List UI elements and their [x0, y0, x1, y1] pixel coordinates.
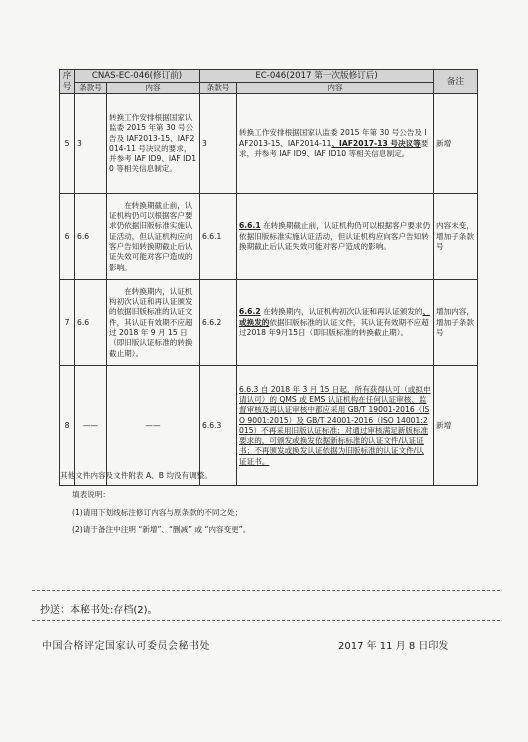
row-seq: 5: [60, 94, 75, 194]
row-new-clause: 6.6.2: [200, 280, 237, 366]
copy-to-line: 抄送：本秘书处:存档(2)。: [40, 605, 158, 616]
row-old-content: 在转换期截止前，认证机构仍可以根据客户要求仍依据旧版标准实施认证活动，但认证机构应向客户告知转换期截止后认证失效可能对客户造成的影响。: [107, 194, 200, 280]
row-remark: 新增: [434, 366, 478, 486]
header-remark: 备注: [434, 70, 478, 94]
new-content-text: 转换工作安排根据国家认监委 2015 年第 30 号公告及 IAF2013-15、IAF2014-11: [239, 128, 427, 148]
row-seq: 6: [60, 194, 75, 280]
row-remark: 增加内容，增加子条款号: [434, 280, 478, 366]
new-content-text: 依据旧版标准的认证文件，其认证有效期不应超过2018 年9月15日（即旧版标准的转换截止期）。: [239, 317, 429, 337]
row-new-content: [237, 94, 434, 194]
row-old-clause: 6.6: [75, 194, 107, 280]
table-footnote: 其他文件内容及文件附表 A、B 均没有调整。: [60, 471, 212, 480]
row-new-clause: 6.6.3: [200, 366, 237, 486]
header-old-version: CNAS-EC-046(修订前): [75, 70, 200, 83]
row-old-clause: ——: [75, 366, 107, 486]
revised-text: 、IAF2017-13 号决议等: [331, 138, 421, 148]
row-old-content: 在转换期内，认证机构初次认证和再认证颁发的依据旧版标准的认证文件，其认证有效期不应超过 2018 年 9 月 15 日（即旧版认证标准的转换截止期）。: [107, 280, 200, 366]
header-new-clause: 条款号: [200, 83, 237, 94]
divider-bottom: [32, 620, 500, 621]
row-new-content: 6.6.3 自 2018 年 3 月 15 日起，所有获得认可（或拟申请认可）的 QMS 或 EMS 认证机构在任何认证审核、监督审核及再认证审核中都应采用 GB/T 19001-2016（ISO 9001:2015）及 GB/T 24001-2016（ISO 14001:2015）不再采用旧版认证标准；对通过审核满足新版标准要求的，可颁发或换发依据新标标准的认证文件/认证证书；不再颁发或换发认证依据为旧版标准的认证文件/认证证书。: [237, 366, 434, 486]
header-old-clause: 条款号: [75, 83, 107, 94]
issuer: 中国合格评定国家认可委员会秘书处: [42, 641, 210, 652]
revised-text: 、或换发的: [239, 307, 431, 327]
revised-clause-number: 6.6.1: [239, 221, 261, 231]
row-remark: 内容未变，增加子条款号: [434, 194, 478, 280]
row-old-clause: 6.6: [75, 280, 107, 366]
table-row: [60, 366, 478, 486]
row-new-content: [237, 194, 434, 280]
header-old-content: 内容: [107, 83, 200, 94]
header-new-content: 内容: [237, 83, 434, 94]
header-seq: 序号: [60, 70, 75, 94]
header-new-version: EC-046(2017 第一次版修订后): [200, 70, 434, 83]
row-old-content: ——: [107, 366, 200, 486]
new-content-text: 在转换期截止前，认证机构仍可以根据客户要求仍依据旧版标准实施认证活动，但认证机构应向客户告知转换期截止后认证失效可能对客户造成的影响。: [239, 221, 431, 251]
revision-comparison-table: [59, 69, 478, 486]
revised-clause-number: 6.6.2: [239, 307, 261, 317]
legend-item-2: (2)请于备注中注明 “新增”、“删减” 或 “内容变更”。: [72, 525, 251, 534]
row-remark: 新增: [434, 94, 478, 194]
row-seq: 8: [60, 366, 75, 486]
legend-item-1: (1)请用下划线标注修订内容与原条款的不同之处；: [72, 508, 243, 517]
row-new-content: [237, 280, 434, 366]
table-row: [60, 94, 478, 194]
issue-date: 2017 年 11 月 8 日印发: [338, 641, 449, 652]
row-new-clause: 3: [200, 94, 237, 194]
new-content-text: 要求，并参考 IAF ID9、IAF ID10 等相关信息制定。: [239, 138, 429, 158]
row-new-clause: 6.6.1: [200, 194, 237, 280]
row-old-content: 转换工作安排根据国家认监委 2015 年第 30 号公告及 IAF2013-15、IAF2014-11 号决议的要求，并参考 IAF ID9、IAF ID10 等相关信息制定。: [107, 94, 200, 194]
legend-title: 填表说明：: [72, 490, 110, 499]
divider-top: [32, 590, 500, 591]
row-old-clause: 3: [75, 94, 107, 194]
row-seq: 7: [60, 280, 75, 366]
table-row: [60, 280, 478, 366]
table-row: [60, 194, 478, 280]
new-content-text: 在转换期内，认证机构初次认证和再认证颁发的: [263, 307, 423, 317]
